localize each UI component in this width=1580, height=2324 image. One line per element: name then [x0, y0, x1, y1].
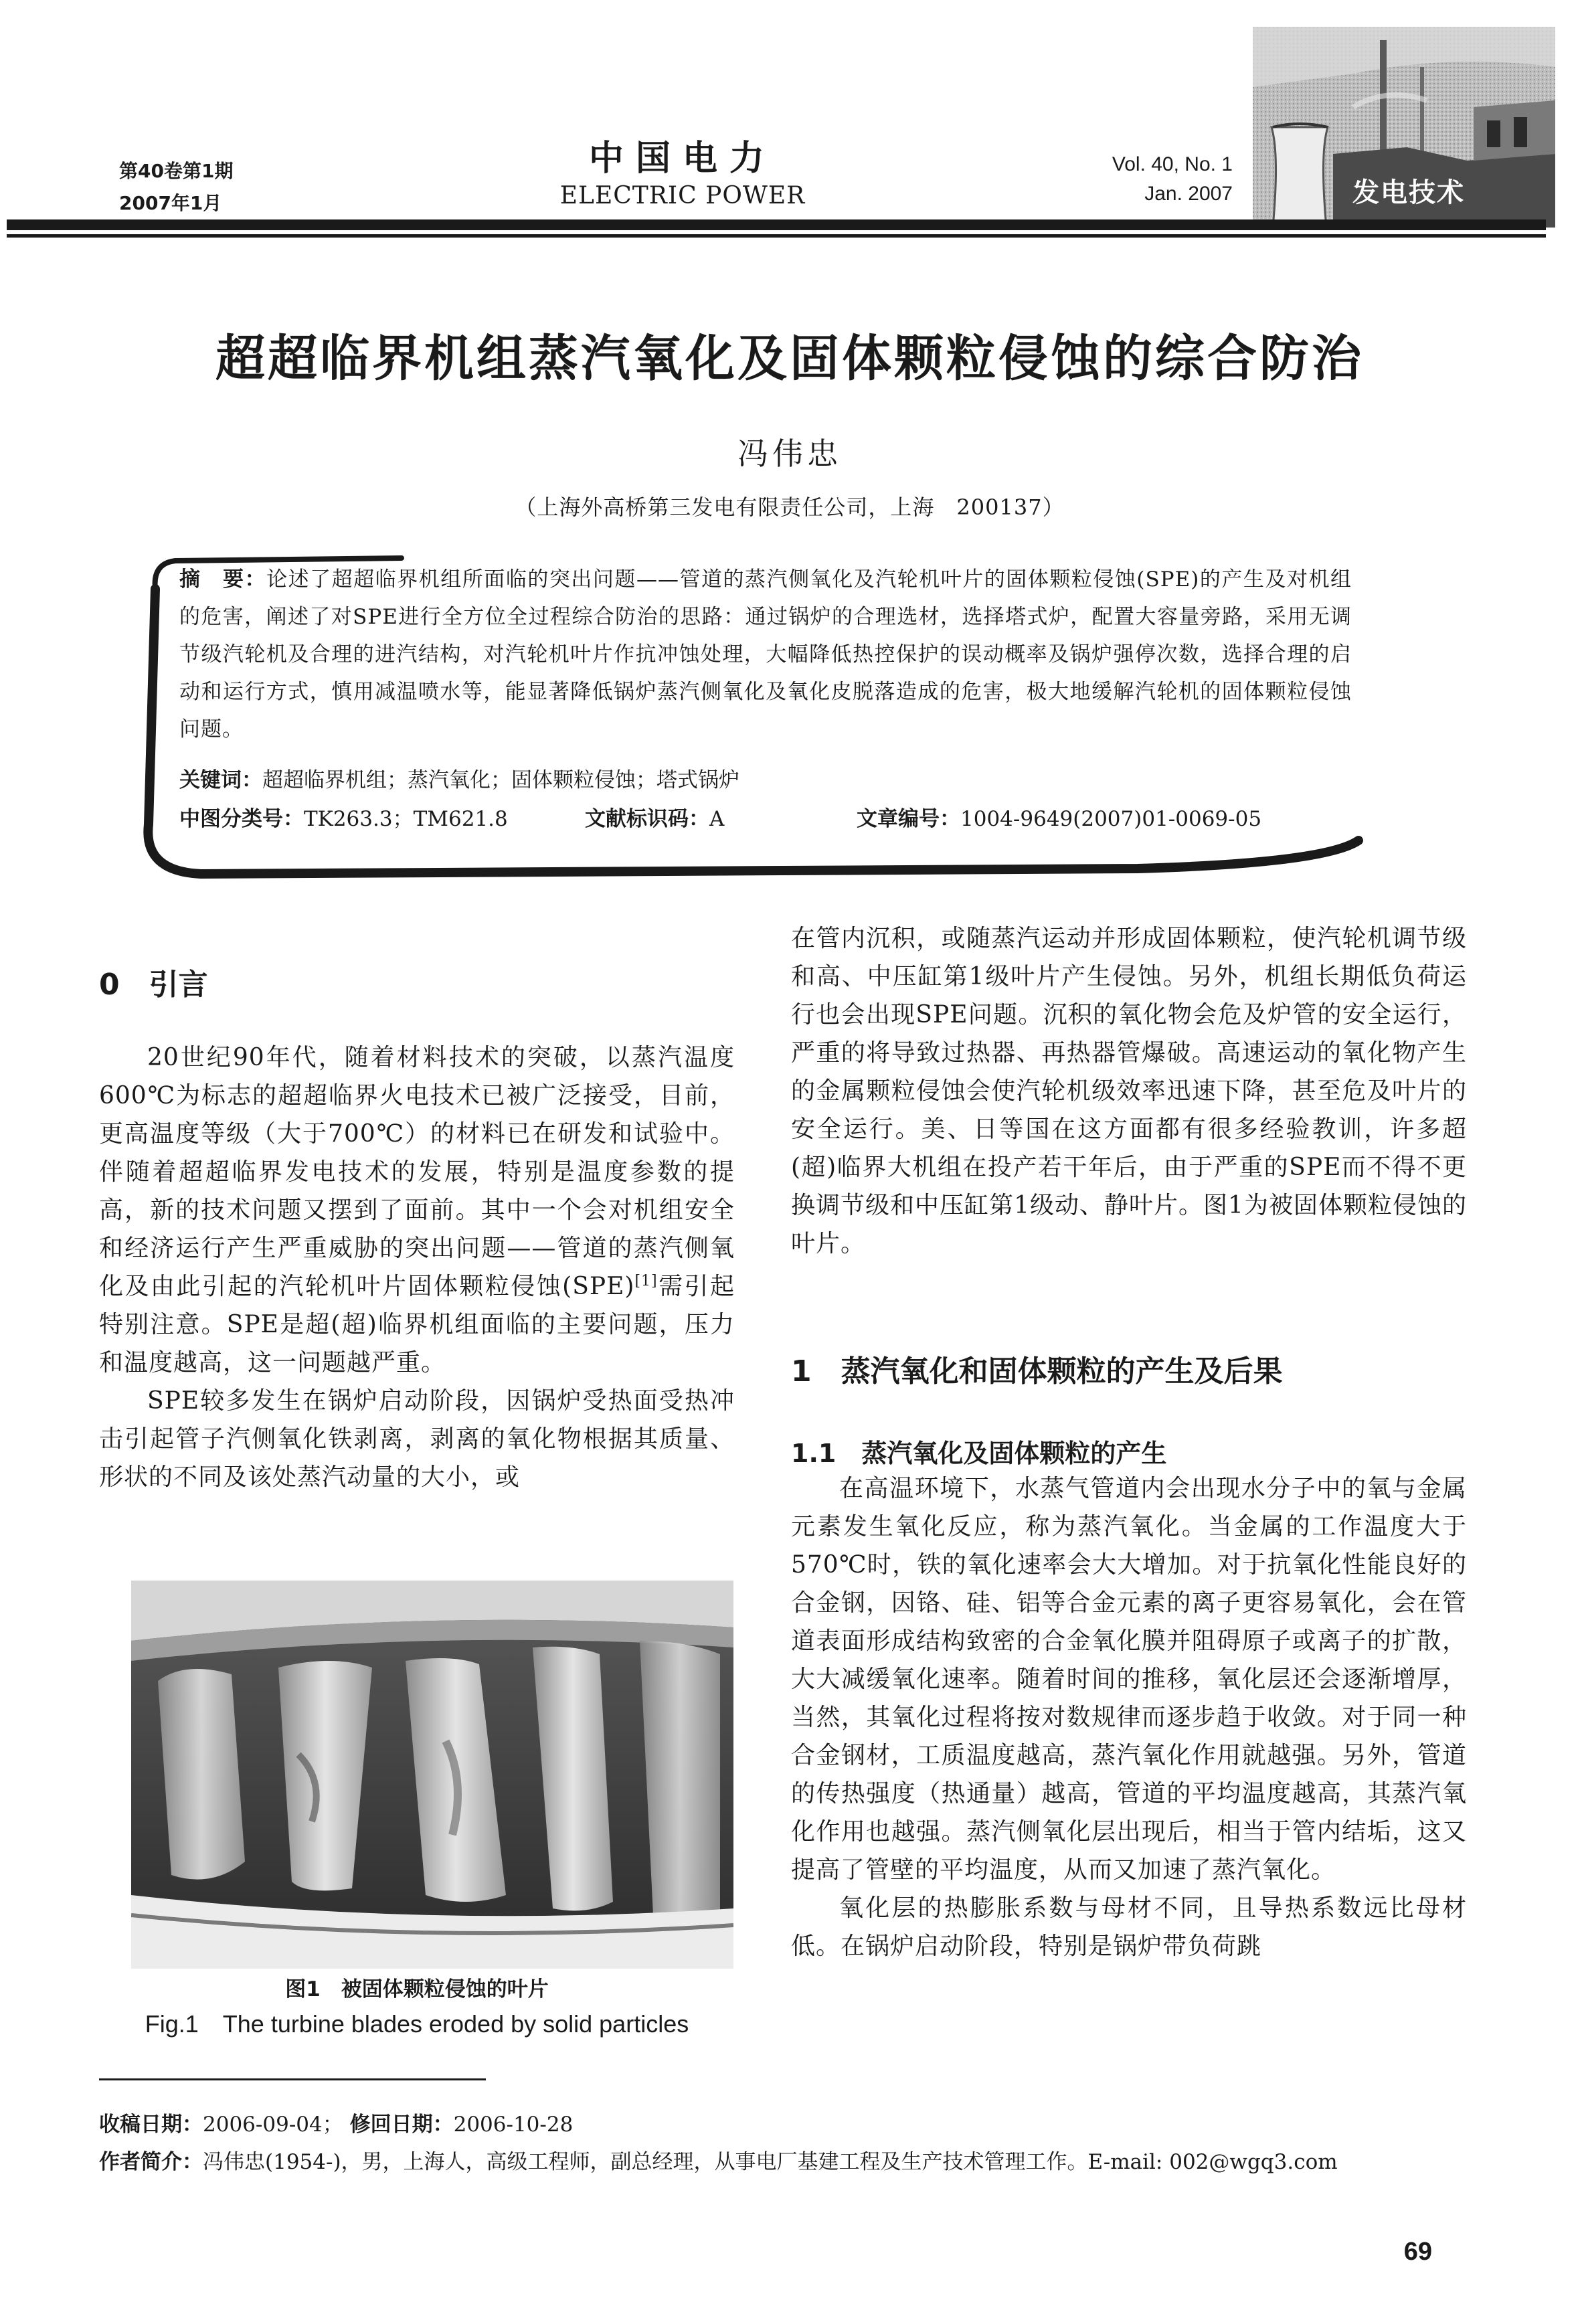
abstract-label: 摘 要：	[179, 567, 267, 592]
right-paragraph-1: 在管内沉积，或随蒸汽运动并形成固体颗粒，使汽轮机调节级和高、中压缸第1级叶片产生侵蚀。另外，机组长期低负荷运行也会出现SPE问题。沉积的氧化物会危及炉管的安全运行，严重的将导致过热器、再热器管爆破。高速运动的氧化物产生的金属颗粒侵蚀会使汽轮机级效率迅速下降，甚至危及叶片的安全运行。美、日等国在这方面都有很多经验教训，许多超(超)临界大机组在投产若干年后，由于严重的SPE而不得不更换调节级和中压缸第1级动、静叶片。图1为被固体颗粒侵蚀的叶片。	[791, 925, 1467, 1257]
received-date: 2006-09-04；	[203, 2113, 343, 2137]
intro-paragraph-2: SPE较多发生在锅炉启动阶段，因锅炉受热面受热冲击引起管子汽侧氧化铁剥离，剥离的氧化物根据其质量、形状的不同及该处蒸汽动量的大小，或	[99, 1387, 735, 1491]
keywords-value: 超超临界机组；蒸汽氧化；固体颗粒侵蚀；塔式锅炉	[262, 768, 739, 792]
bio-text: 冯伟忠(1954-)，男，上海人，高级工程师，副总经理，从事电厂基建工程及生产技术管理工作。E-mail: 002@wgq3.com	[203, 2150, 1338, 2174]
doc-code-value: A	[709, 807, 725, 831]
intro-paragraph-1	[99, 1039, 735, 1382]
section-1-1-heading: 1.1 蒸汽氧化及固体颗粒的产生	[791, 1439, 1167, 1468]
volume-issue-cn: 第40卷第1期	[119, 160, 234, 182]
abstract-text	[179, 561, 1352, 748]
intro-p1-text: 20世纪90年代，随着材料技术的突破，以蒸汽温度600℃为标志的超超临界火电技术已被广泛接受，目前，更高温度等级（大于700℃）的材料已在研发和试验中。伴随着超超临界发电技术的发展，特别是温度参数的提高，新的技术问题又摆到了面前。其中一个会对机组安全和经济运行产生严重威胁的突出问题——管道的蒸汽侧氧化及由此引起的汽轮机叶片固体颗粒侵蚀(SPE)	[99, 1044, 735, 1300]
author-affiliation: （上海外高桥第三发电有限责任公司，上海 200137）	[515, 495, 1065, 520]
author-bio	[99, 2145, 1504, 2179]
figure-1-caption-cn: 图1 被固体颗粒侵蚀的叶片	[285, 1977, 549, 2001]
section-0-heading: 0 引言	[99, 968, 208, 1002]
received-label: 收稿日期：	[99, 2113, 203, 2137]
document-code	[585, 800, 724, 838]
received-dates	[99, 2108, 1504, 2141]
article-number	[857, 800, 1261, 838]
figure-1-caption-en: Fig.1 The turbine blades eroded by solid particles	[145, 2010, 689, 2038]
footnote-rule	[99, 2078, 486, 2080]
classification-line	[179, 800, 1352, 838]
section-1-1-text	[791, 1469, 1467, 1965]
left-column-text	[99, 1039, 735, 1496]
doc-code-label: 文献标识码：	[585, 807, 709, 831]
bio-label: 作者简介：	[99, 2150, 203, 2174]
section-1-heading: 1 蒸汽氧化和固体颗粒的产生及后果	[791, 1354, 1283, 1389]
revised-date: 2006-10-28	[453, 2113, 574, 2137]
revised-label: 修回日期：	[349, 2113, 454, 2137]
section-1-1-paragraph-1: 在高温环境下，水蒸气管道内会出现水分子中的氧与金属元素发生氧化反应，称为蒸汽氧化。当金属的工作温度大于570℃时，铁的氧化速率会大大增加。对于抗氧化性能良好的合金钢，因铬、硅、铝等合金元素的离子更容易氧化，会在管道表面形成结构致密的合金氧化膜并阻碍原子或离子的扩散，大大减缓氧化速率。随着时间的推移，氧化层还会逐渐增厚，当然，其氧化过程将按对数规律而逐步趋于收敛。对于同一种合金钢材，工质温度越高，蒸汽氧化作用就越强。另外，管道的传热强度（热通量）越高，管道的平均温度越高，其蒸汽氧化作用也越强。蒸汽侧氧化层出现后，相当于管内结垢，这又提高了管壁的平均温度，从而又加速了蒸汽氧化。	[791, 1475, 1467, 1884]
article-no-label: 文章编号：	[857, 807, 960, 831]
issue-date-cn: 2007年1月	[119, 192, 222, 214]
section-1-1-paragraph-2: 氧化层的热膨胀系数与母材不同，且导热系数远比母材低。在锅炉启动阶段，特别是锅炉带负荷跳	[791, 1894, 1467, 1960]
author-name: 冯伟忠	[737, 436, 842, 472]
clc-label: 中图分类号：	[179, 807, 304, 831]
page-number: 69	[1403, 2238, 1432, 2266]
article-no-value: 1004-9649(2007)01-0069-05	[960, 807, 1262, 831]
keywords-label: 关键词：	[179, 768, 262, 792]
issue-date-en: Jan. 2007	[1144, 183, 1233, 205]
clc-number	[179, 800, 508, 838]
clc-value: TK263.3；TM621.8	[304, 807, 508, 831]
right-column-continuation	[791, 919, 1467, 1263]
journal-name-en: ELECTRIC POWER	[559, 182, 806, 209]
volume-issue-en: Vol. 40, No. 1	[1112, 153, 1233, 175]
section-label: 发电技术	[1352, 177, 1465, 208]
citation-1: [1]	[634, 1273, 658, 1289]
journal-name-cn: 中国电力	[588, 138, 776, 179]
article-title: 超超临界机组蒸汽氧化及固体颗粒侵蚀的综合防治	[215, 330, 1364, 387]
keywords-line	[179, 762, 1352, 799]
abstract-body: 论述了超超临界机组所面临的突出问题——管道的蒸汽侧氧化及汽轮机叶片的固体颗粒侵蚀(SPE)的产生及对机组的危害，阐述了对SPE进行全方位全过程综合防治的思路：通过锅炉的合理选材，选择塔式炉，配置大容量旁路，采用无调节级汽轮机及合理的进汽结构，对汽轮机叶片作抗冲蚀处理，大幅降低热控保护的误动概率及锅炉强停次数，选择合理的启动和运行方式，慎用减温喷水等，能显著降低锅炉蒸汽侧氧化及氧化皮脱落造成的危害，极大地缓解汽轮机的固体颗粒侵蚀问题。	[179, 567, 1352, 741]
intro-p1-end: 需引起特别注意。SPE是超(超)临界机组面临的主要问题，压力和温度越高，这一问题越严重。	[99, 1273, 735, 1376]
figure-1-image	[131, 1581, 733, 1969]
